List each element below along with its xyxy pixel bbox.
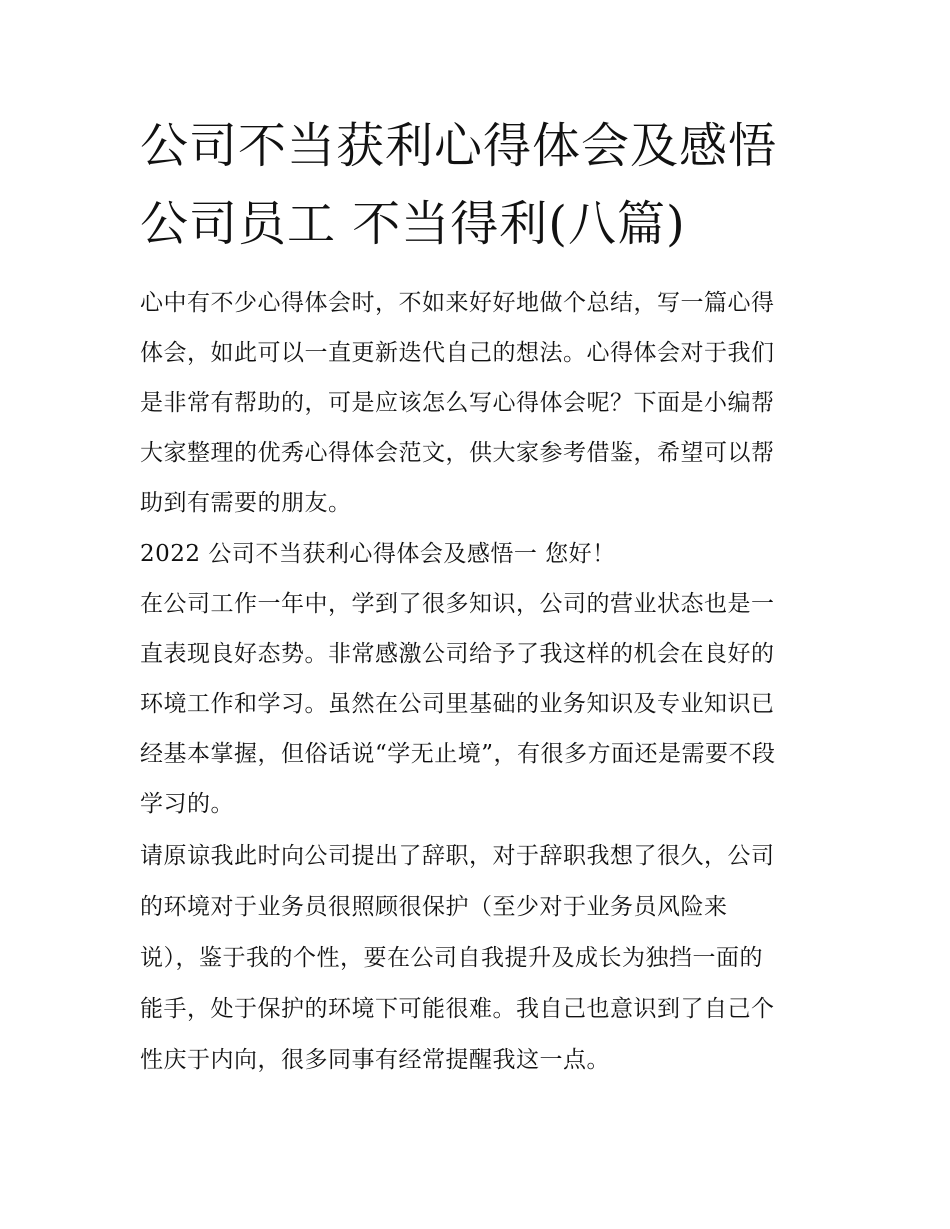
body-line: 在公司工作一年中，学到了很多知识，公司的营业状态也是一 [140,591,775,617]
body-line: 心中有不少心得体会时，不如来好好地做个总结，写一篇心得 [140,290,775,316]
body-line: 的环境对于业务员很照顾很保护（至少对于业务员风险来 [140,894,728,920]
body-line: 性庆于内向，很多同事有经常提醒我这一点。 [140,1047,610,1073]
body-line: 请原谅我此时向公司提出了辞职，对于辞职我想了很久，公司 [140,843,775,869]
body-line: 说），鉴于我的个性，要在公司自我提升及成长为独挡一面的 [140,945,763,971]
body-line: 是非常有帮助的，可是应该怎么写心得体会呢？下面是小编帮 [140,390,775,416]
body-line: 助到有需要的朋友。 [140,490,352,516]
document-title-line-2: 公司员工 不当得利(八篇) [140,196,686,252]
section-heading: 2022 公司不当获利心得体会及感悟一 您好！ [140,541,616,567]
body-line: 经基本掌握，但俗话说“学无止境”，有很多方面还是需要不段 [140,741,776,767]
body-line: 学习的。 [140,791,234,817]
document-title-line-1: 公司不当获利心得体会及感悟 [140,118,778,174]
body-line: 直表现良好态势。非常感激公司给予了我这样的机会在良好的 [140,641,775,667]
body-line: 环境工作和学习。虽然在公司里基础的业务知识及专业知识已 [140,691,775,717]
body-line: 体会，如此可以一直更新迭代自己的想法。心得体会对于我们 [140,340,775,366]
body-line: 大家整理的优秀心得体会范文，供大家参考借鉴，希望可以帮 [140,440,775,466]
body-line: 能手，处于保护的环境下可能很难。我自己也意识到了自己个 [140,996,775,1022]
